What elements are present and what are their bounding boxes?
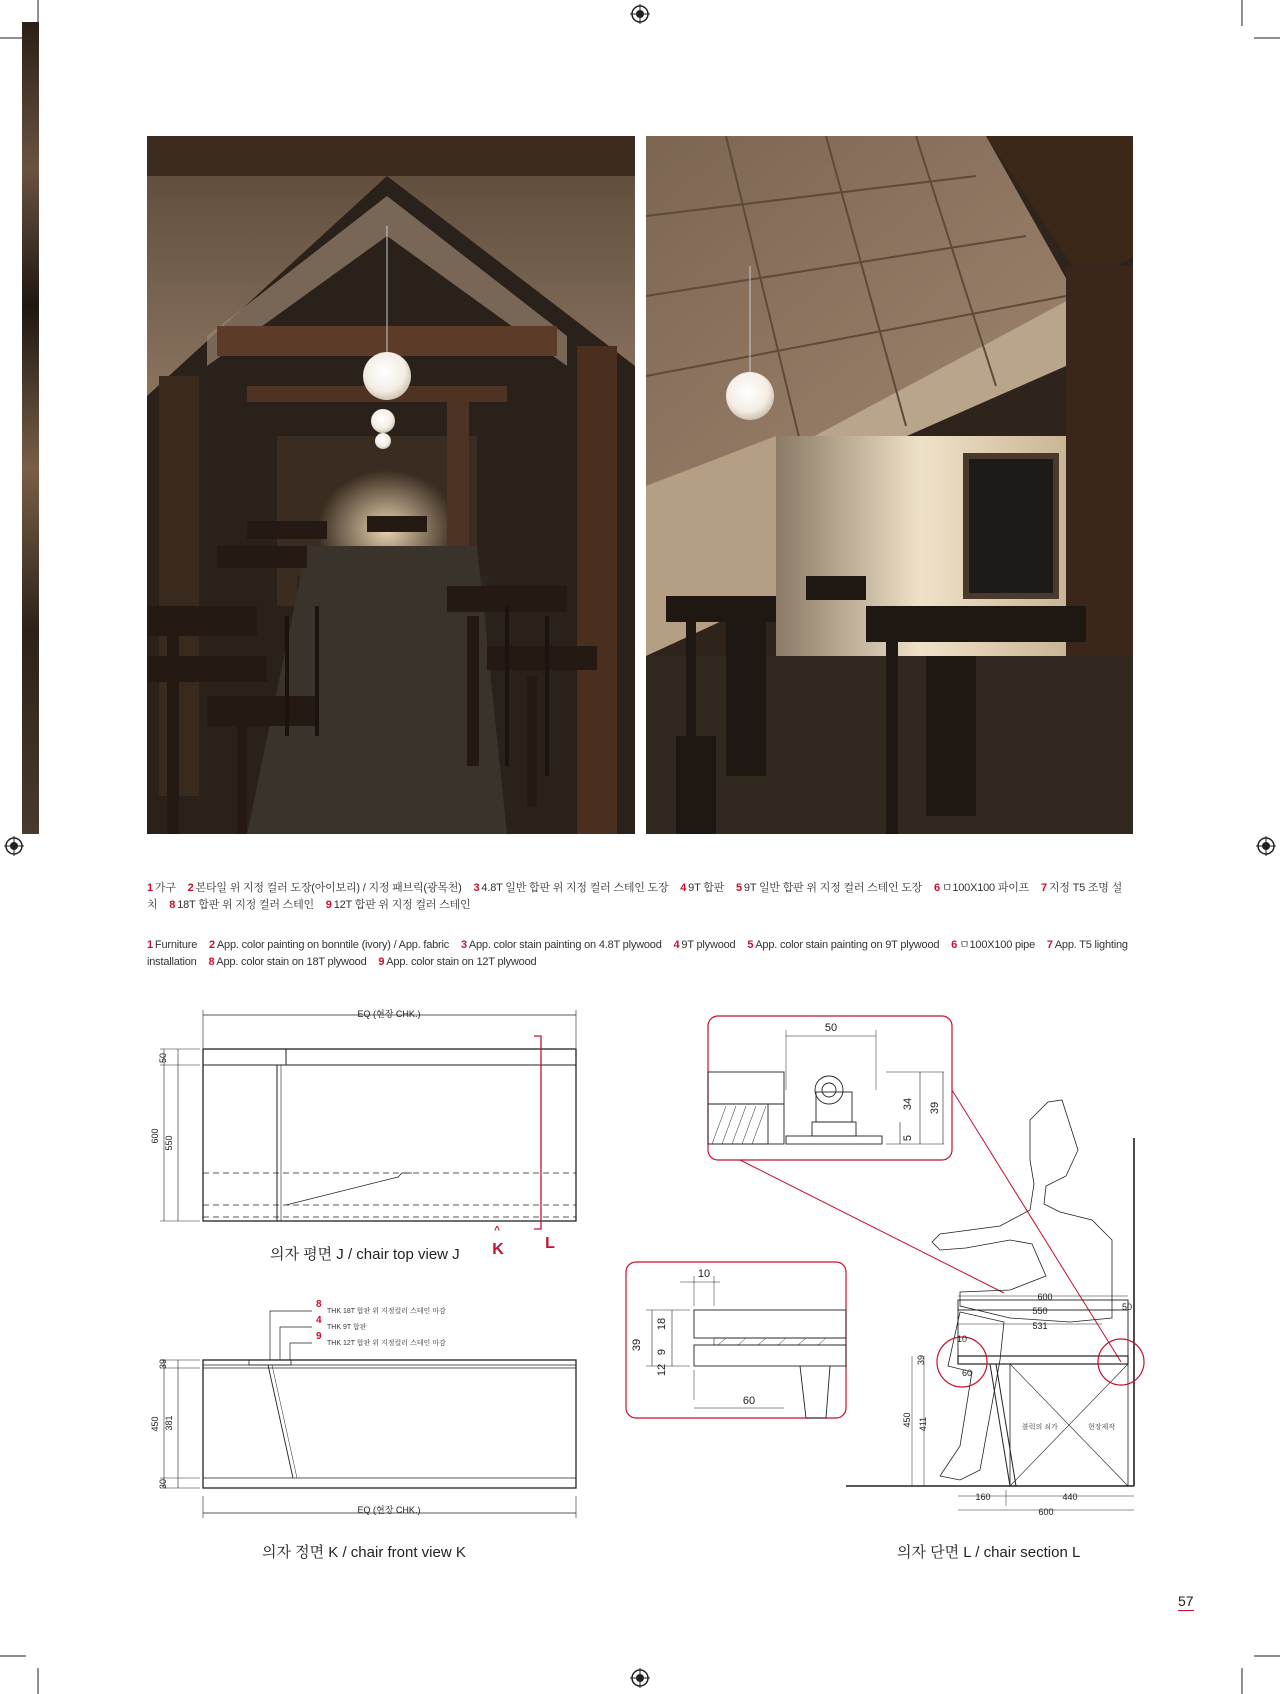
front-note-num-2: 4 [316, 1315, 322, 1326]
front-view-dim-39: 39 [158, 1358, 168, 1370]
detail-top-dim-5: 5 [902, 1134, 914, 1142]
legend-item-text: Furniture [154, 939, 198, 951]
caption-front-view: 의자 정면 K / chair front view K [262, 1544, 466, 1561]
section-dim-600: 600 [1037, 1292, 1053, 1302]
chair-top-view-drawing [160, 1010, 576, 1229]
detail-bottom-dim-10: 10 [697, 1268, 711, 1280]
legend-item-text: 지정 T5 조명 설치 [147, 882, 1123, 911]
legend-item-number: 1 [147, 939, 153, 951]
legend-item-number: 9 [378, 956, 385, 968]
legend-item-text: 18T 합판 위 지정 컬러 스테인 [177, 899, 314, 911]
top-view-dim-550: 550 [164, 1135, 174, 1151]
detail-top-dim-39: 39 [929, 1101, 941, 1115]
legend-item-text: 가구 [154, 882, 176, 894]
detail-top-dim-34: 34 [902, 1097, 914, 1111]
legend-item-number: 3 [460, 939, 467, 951]
section-dim-60: 60 [961, 1368, 973, 1378]
legend-item-number: 4 [673, 939, 680, 951]
section-dim-160: 160 [975, 1492, 991, 1502]
front-view-dim-30: 30 [158, 1478, 168, 1490]
section-wall-note-2: 현장제작 [1088, 1424, 1116, 1431]
detail-bottom-dim-39: 39 [631, 1338, 643, 1352]
front-view-dim-381: 381 [164, 1415, 174, 1431]
top-view-arrow-k: ^ [494, 1225, 500, 1236]
front-note-text-2: THK 9T 합판 [327, 1324, 367, 1331]
detail-bottom-dim-18: 18 [656, 1317, 668, 1331]
legend-item-number: 4 [680, 882, 687, 894]
section-marker-l: L [545, 1235, 555, 1252]
section-dim-450: 450 [902, 1412, 912, 1428]
legend-item-text: 12T 합판 위 지정 컬러 스테인 [333, 899, 471, 911]
legend-item-number: 7 [1046, 939, 1053, 951]
legend-item-text: App. T5 lighting installation [147, 939, 1128, 968]
section-dim-600-bottom: 600 [1038, 1507, 1054, 1517]
caption-top-view: 의자 평면 J / chair top view J [270, 1246, 460, 1263]
legend-item-number: 3 [473, 882, 480, 894]
legend-item-number: 6 [951, 939, 958, 951]
legend-item-text: App. color stain on 12T plywood [386, 956, 537, 968]
section-dim-440: 440 [1062, 1492, 1078, 1502]
legend-item-number: 2 [187, 882, 194, 894]
legend-item-number: 5 [735, 882, 742, 894]
section-wall-note: 블럭의 쇠가 [1022, 1424, 1058, 1431]
legend-item-number: 8 [169, 899, 176, 911]
page-number: 57 [1178, 1593, 1194, 1609]
chair-section-drawing [626, 1016, 1144, 1510]
legend-item-text: 9T 합판 [688, 882, 725, 894]
top-view-dim-600: 600 [150, 1128, 160, 1144]
front-note-num-1: 8 [316, 1299, 322, 1310]
section-dim-531: 531 [1032, 1321, 1048, 1331]
legend-item-text: ㅁ100X100 pipe [959, 939, 1035, 951]
legend-item-number: 9 [325, 899, 332, 911]
section-dim-550: 550 [1032, 1306, 1048, 1316]
legend-item-text: ㅁ100X100 파이프 [941, 882, 1030, 894]
legend-item-text: 4.8T 일반 합판 위 지정 컬러 스테인 도장 [481, 882, 669, 894]
legend-item-text: 9T plywood [681, 939, 736, 951]
section-dim-411: 411 [918, 1416, 928, 1432]
legend-item-number: 8 [208, 956, 215, 968]
section-dim-50: 50 [1121, 1302, 1133, 1312]
legend-item-number: 5 [747, 939, 754, 951]
front-note-text-1: THK 18T 합판 위 지정컬러 스테인 마감 [327, 1308, 446, 1315]
section-marker-k: K [492, 1241, 504, 1258]
detail-bottom-dim-9: 9 [656, 1348, 668, 1356]
top-view-eq-label: EQ (현장 CHK.) [357, 1009, 421, 1019]
section-dim-10: 10 [956, 1334, 968, 1344]
legend-item-number: 7 [1040, 882, 1047, 894]
caption-section-view: 의자 단면 L / chair section L [897, 1544, 1081, 1561]
legend-item-text: 본타일 위 지정 컬러 도장(아이보리) / 지정 패브릭(광목천) [195, 882, 462, 894]
detail-top-dim-50: 50 [824, 1022, 838, 1034]
legend-item-number: 1 [147, 882, 153, 894]
legend-item-text: App. color stain painting on 4.8T plywood [468, 939, 662, 951]
detail-bottom-dim-60: 60 [742, 1395, 756, 1407]
legend-item-number: 2 [209, 939, 215, 951]
front-view-eq-label: EQ (현장 CHK.) [357, 1505, 421, 1515]
section-dim-39: 39 [916, 1354, 926, 1366]
top-view-dim-50: 50 [158, 1052, 168, 1064]
front-view-dim-450: 450 [150, 1416, 160, 1432]
legend-item-text: 9T 일반 합판 위 지정 컬러 스테인 도장 [743, 882, 923, 894]
legend-item-number: 6 [933, 882, 940, 894]
legend-item-text: App. color painting on bonntile (ivory) / App. fabric [216, 939, 450, 951]
legend-item-text: App. color stain painting on 9T plywood [755, 939, 940, 951]
front-note-num-3: 9 [316, 1331, 322, 1342]
detail-bottom-dim-12: 12 [656, 1363, 668, 1377]
legend-item-text: App. color stain on 18T plywood [216, 956, 367, 968]
front-note-text-3: THK 12T 합판 위 지정컬러 스테인 마감 [327, 1340, 446, 1347]
